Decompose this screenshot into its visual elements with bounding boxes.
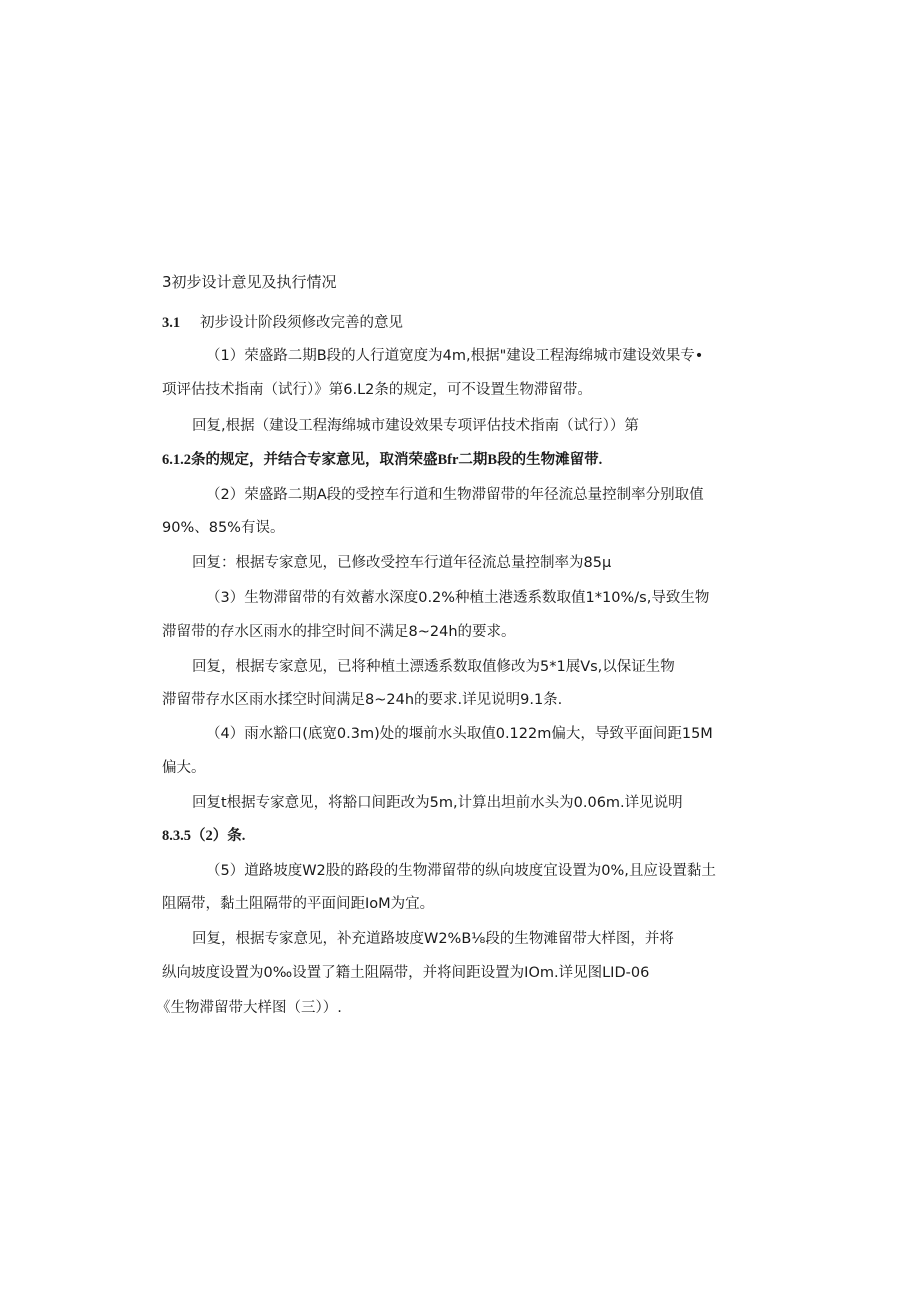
paragraph-line: 8.3.5（2）条. [162, 828, 246, 844]
paragraph-line: （3）生物滞留带的有效蓄水深度0.2%种植土港透系数取值1*10%/s,导致生物 [206, 590, 710, 606]
paragraph-line: （1）荣盛路二期B段的人行道宽度为4m,根据"建设工程海绵城市建设效果专• [206, 348, 704, 364]
subsection-heading [162, 313, 403, 333]
section-title: 3初步设计意见及执行情况 [162, 273, 337, 291]
paragraph-line: （4）雨水豁口(底宽0.3m)处的堰前水头取值0.122m偏大，导致平面间距15M [206, 726, 713, 742]
paragraph-line: 阻隔带，黏土阻隔带的平面间距IoM为宜。 [162, 896, 435, 912]
paragraph-line: （2）荣盛路二期A段的受控车行道和生物滞留带的年径流总量控制率分别取值 [206, 487, 704, 503]
paragraph-line: 回复，根据专家意见，补充道路坡度W2%B⅛段的生物滩留带大样图，并将 [192, 931, 674, 947]
subsection-number: 3.1 [162, 315, 181, 331]
paragraph-line: 回复t根据专家意见，将豁口间距改为5m,计算出坦前水头为0.06m.详见说明 [192, 795, 683, 811]
paragraph-line: 偏大。 [162, 760, 206, 776]
paragraph-line: 纵向坡度设置为0‰设置了籍土阻隔带，并将间距设置为IOm.详见图LID-06 [162, 965, 650, 981]
paragraph-line: 90%、85%有误。 [162, 520, 285, 536]
subsection-title: 初步设计阶段须修改完善的意见 [200, 315, 403, 331]
paragraph-line: 6.1.2条的规定，并结合专家意见，取消荣盛Bfr二期B段的生物滩留带. [162, 452, 603, 468]
paragraph-line: 回复：根据专家意见，已修改受控车行道年径流总量控制率为85µ [192, 555, 612, 571]
paragraph-line: 回复，根据专家意见，已将种植土漂透系数取值修改为5*1展Vs,以保证生物 [192, 659, 675, 675]
paragraph-line: 滞留带的存水区雨水的排空时间不满足8~24h的要求。 [162, 624, 516, 640]
paragraph-line: 回复,根据（建设工程海绵城市建设效果专项评估技术指南（试行））第 [192, 418, 639, 434]
paragraph-line: 滞留带存水区雨水揉空时间满足8~24h的要求.详见说明9.1条. [162, 692, 563, 708]
paragraph-line: （5）道路坡度W2股的路段的生物滞留带的纵向坡度宜设置为0%,且应设置黏土 [206, 863, 716, 879]
paragraph-line: 《生物滞留带大样图（三））. [156, 1000, 342, 1016]
paragraph-line: 项评估技术指南（试行）》第6.L2条的规定，可不设置生物滞留带。 [162, 382, 592, 398]
